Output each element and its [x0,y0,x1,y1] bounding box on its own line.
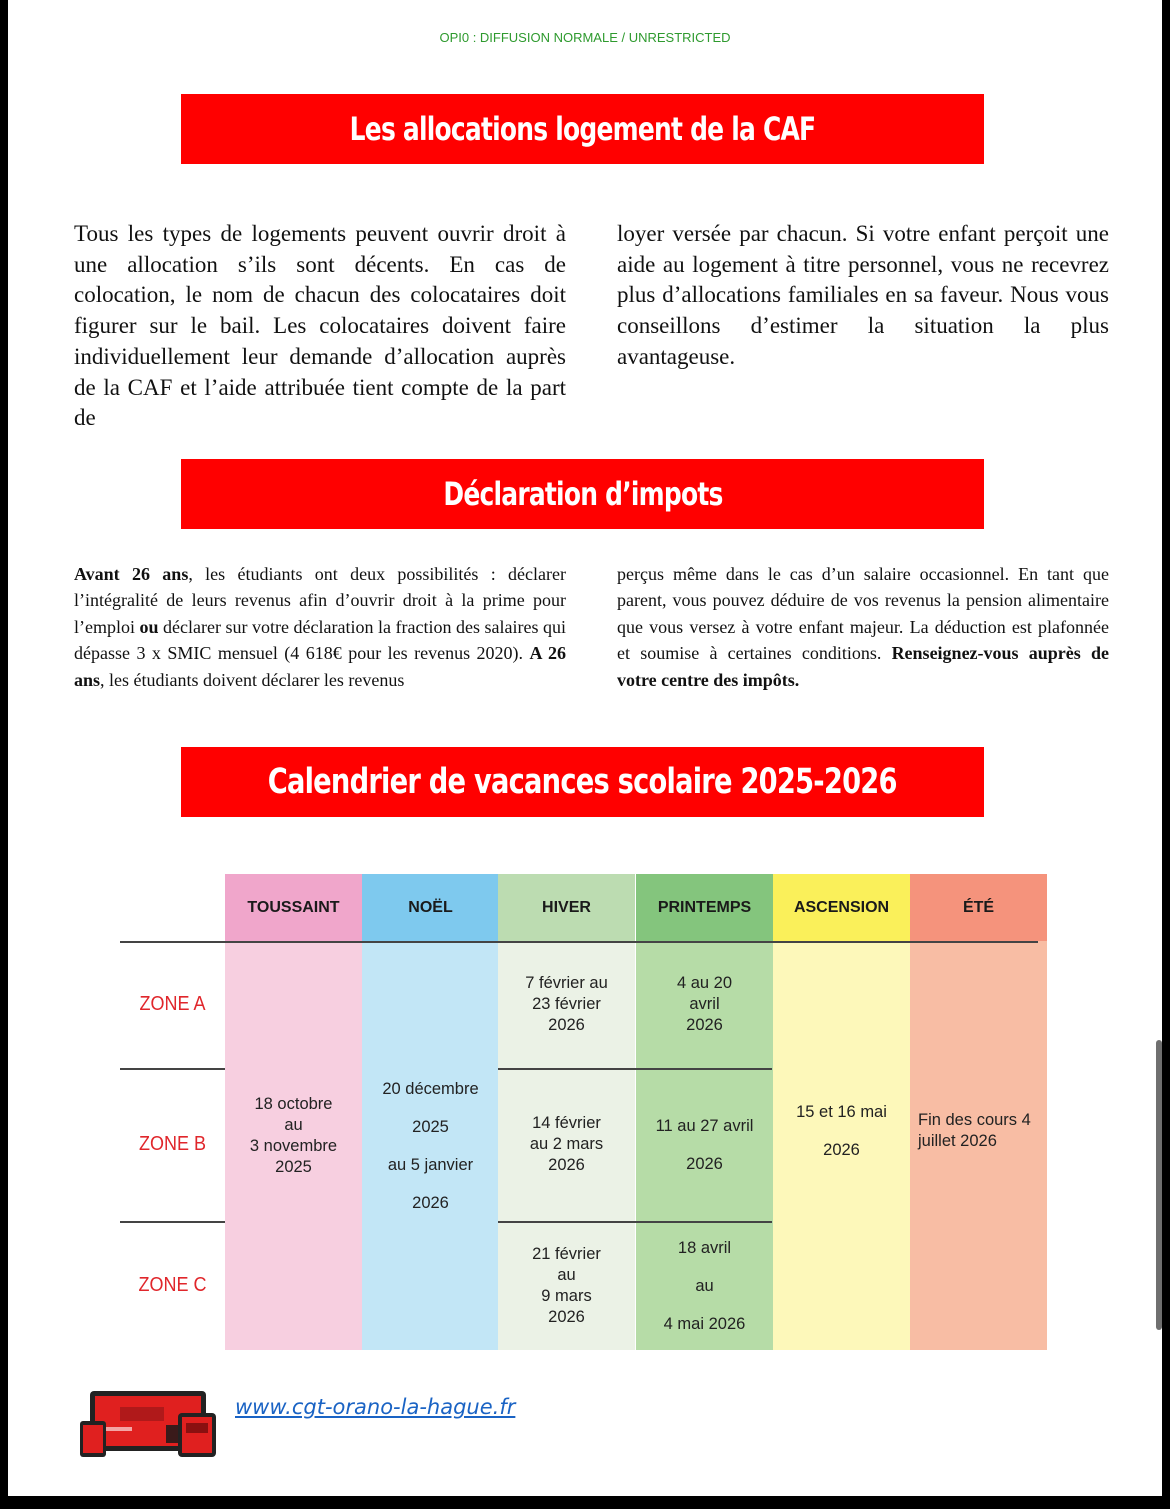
document-page [8,0,1162,1496]
impots-section-body [74,561,1109,693]
cell-line: au 2 mars [529,1135,604,1153]
header-ascension [773,874,910,941]
caf-text-column-2: loyer versée par chacun. Si votre enfant perçoit une aide au logement à titre personnel, vous ne recevrez plus d’allocations familiales en sa faveur. Nous vous conseillons d’estimer la situation la plus avantageuse. [617,221,1109,369]
cell-line: au 5 janvier [387,1155,474,1174]
header-label: ÉTÉ [962,899,995,916]
cell-line: au [695,1276,714,1295]
table-rule [498,1068,772,1070]
cell-line: 18 avril [677,1238,732,1257]
cell-line: 2026 [823,1140,860,1159]
cell-line: au [284,1115,303,1134]
cell-line: 9 mars [541,1286,592,1305]
table-rule [498,1221,772,1223]
header-label: HIVER [542,899,591,916]
caf-section-title: Les allocations logement de la CAF [181,94,984,164]
ascension-dates [773,941,910,1350]
cell-line: 4 au 20 [676,974,733,992]
cell-line: juillet 2026 [918,1131,997,1150]
header-toussaint [225,874,362,941]
ete-dates [910,941,1047,1350]
cell-line: 18 octobre [254,1094,333,1113]
cell-line: 2026 [686,1154,723,1173]
cell-line: avril [689,995,720,1013]
classification-label: OPI0 : DIFFUSION NORMALE / UNRESTRICTED [439,30,731,45]
table-rule [120,1221,225,1223]
zone-label-b: ZONE B [138,1133,206,1155]
header-label: PRINTEMPS [657,899,752,916]
printemps-zone-c [636,1221,773,1350]
caf-section-body [74,219,1109,434]
calendar-section-title: Calendrier de vacances scolaire 2025-2026 [181,747,984,817]
cell-line: 20 décembre [382,1079,479,1098]
printemps-zone-a [636,941,773,1068]
cell-line: 21 février [532,1244,601,1263]
cell-line: 2026 [548,1016,585,1034]
cell-line: Fin des cours 4 [918,1110,1031,1129]
printemps-zone-b [636,1068,773,1221]
impots-text-column-2: perçus même dans le cas d’un salaire occasionnel. En tant que parent, vous pouvez déduire de vos revenus la pension alimentaire que vous versez à votre enfant majeur. La déduction est plafonnée et soumise à certaines conditions. Renseignez-vous auprès de votre centre des impôts. [617,564,1110,690]
cell-line: 3 novembre [249,1136,338,1155]
cell-line: 4 mai 2026 [663,1314,746,1333]
scrollbar[interactable] [1156,1040,1162,1330]
cell-line: 2026 [412,1193,449,1212]
cell-line: 23 février [532,995,601,1013]
hiver-zone-c [498,1221,635,1350]
cell-line: 2026 [686,1016,723,1034]
header-label: NOËL [408,899,453,916]
cell-line: 2025 [412,1117,449,1136]
header-printemps [636,874,773,941]
header-label: ASCENSION [793,899,890,916]
cell-line: 11 au 27 avril [655,1116,754,1135]
caf-text-column-1: Tous les types de logements peuvent ouvrir droit à une allocation s’ils sont décents. En cas de colocation, le nom de chacun des colocataires doit figurer sur le bail. Les colocataires doivent faire individuellement leur demande d’allocation auprès de la CAF et l’aide attribuée tient compte de la part de [74,221,566,431]
impots-section-title: Déclaration d’impots [181,459,984,529]
impots-text-column-1: Avant 26 ans, les étudiants ont deux possibilités : déclarer l’intégralité de leurs revenus afin d’ouvrir droit à la prime pour l’emploi ou déclarer sur votre déclaration la fraction des salaires qui dépasse 3 x SMIC mensuel (4 618€ pour les revenus 2020). A 26 ans, les étudiants doivent déclarer les revenus [74,564,566,690]
zone-label-c: ZONE C [138,1274,207,1296]
header-été [910,874,1047,941]
toussaint-dates [225,941,362,1350]
cell-line: 2026 [548,1156,585,1174]
cell-line: 2025 [275,1157,312,1176]
header-noël [362,874,499,941]
cell-line: 14 février [532,1114,601,1132]
devices-icon [80,1389,218,1459]
cell-line: 15 et 16 mai [796,1102,887,1121]
noel-dates [362,941,499,1350]
hiver-zone-b [498,1068,635,1221]
table-rule [120,941,1038,943]
cell-line: au [557,1265,576,1284]
header-label: TOUSSAINT [247,899,340,916]
hiver-zone-a [498,941,635,1068]
cell-line: 7 février au [525,974,608,992]
vacation-calendar-table [120,874,1038,1350]
cell-line: 2026 [548,1307,585,1326]
website-link[interactable]: www.cgt-orano-la-hague.fr [235,1395,516,1419]
header-hiver [498,874,635,941]
zone-label-a: ZONE A [139,993,206,1015]
table-rule [120,1068,225,1070]
